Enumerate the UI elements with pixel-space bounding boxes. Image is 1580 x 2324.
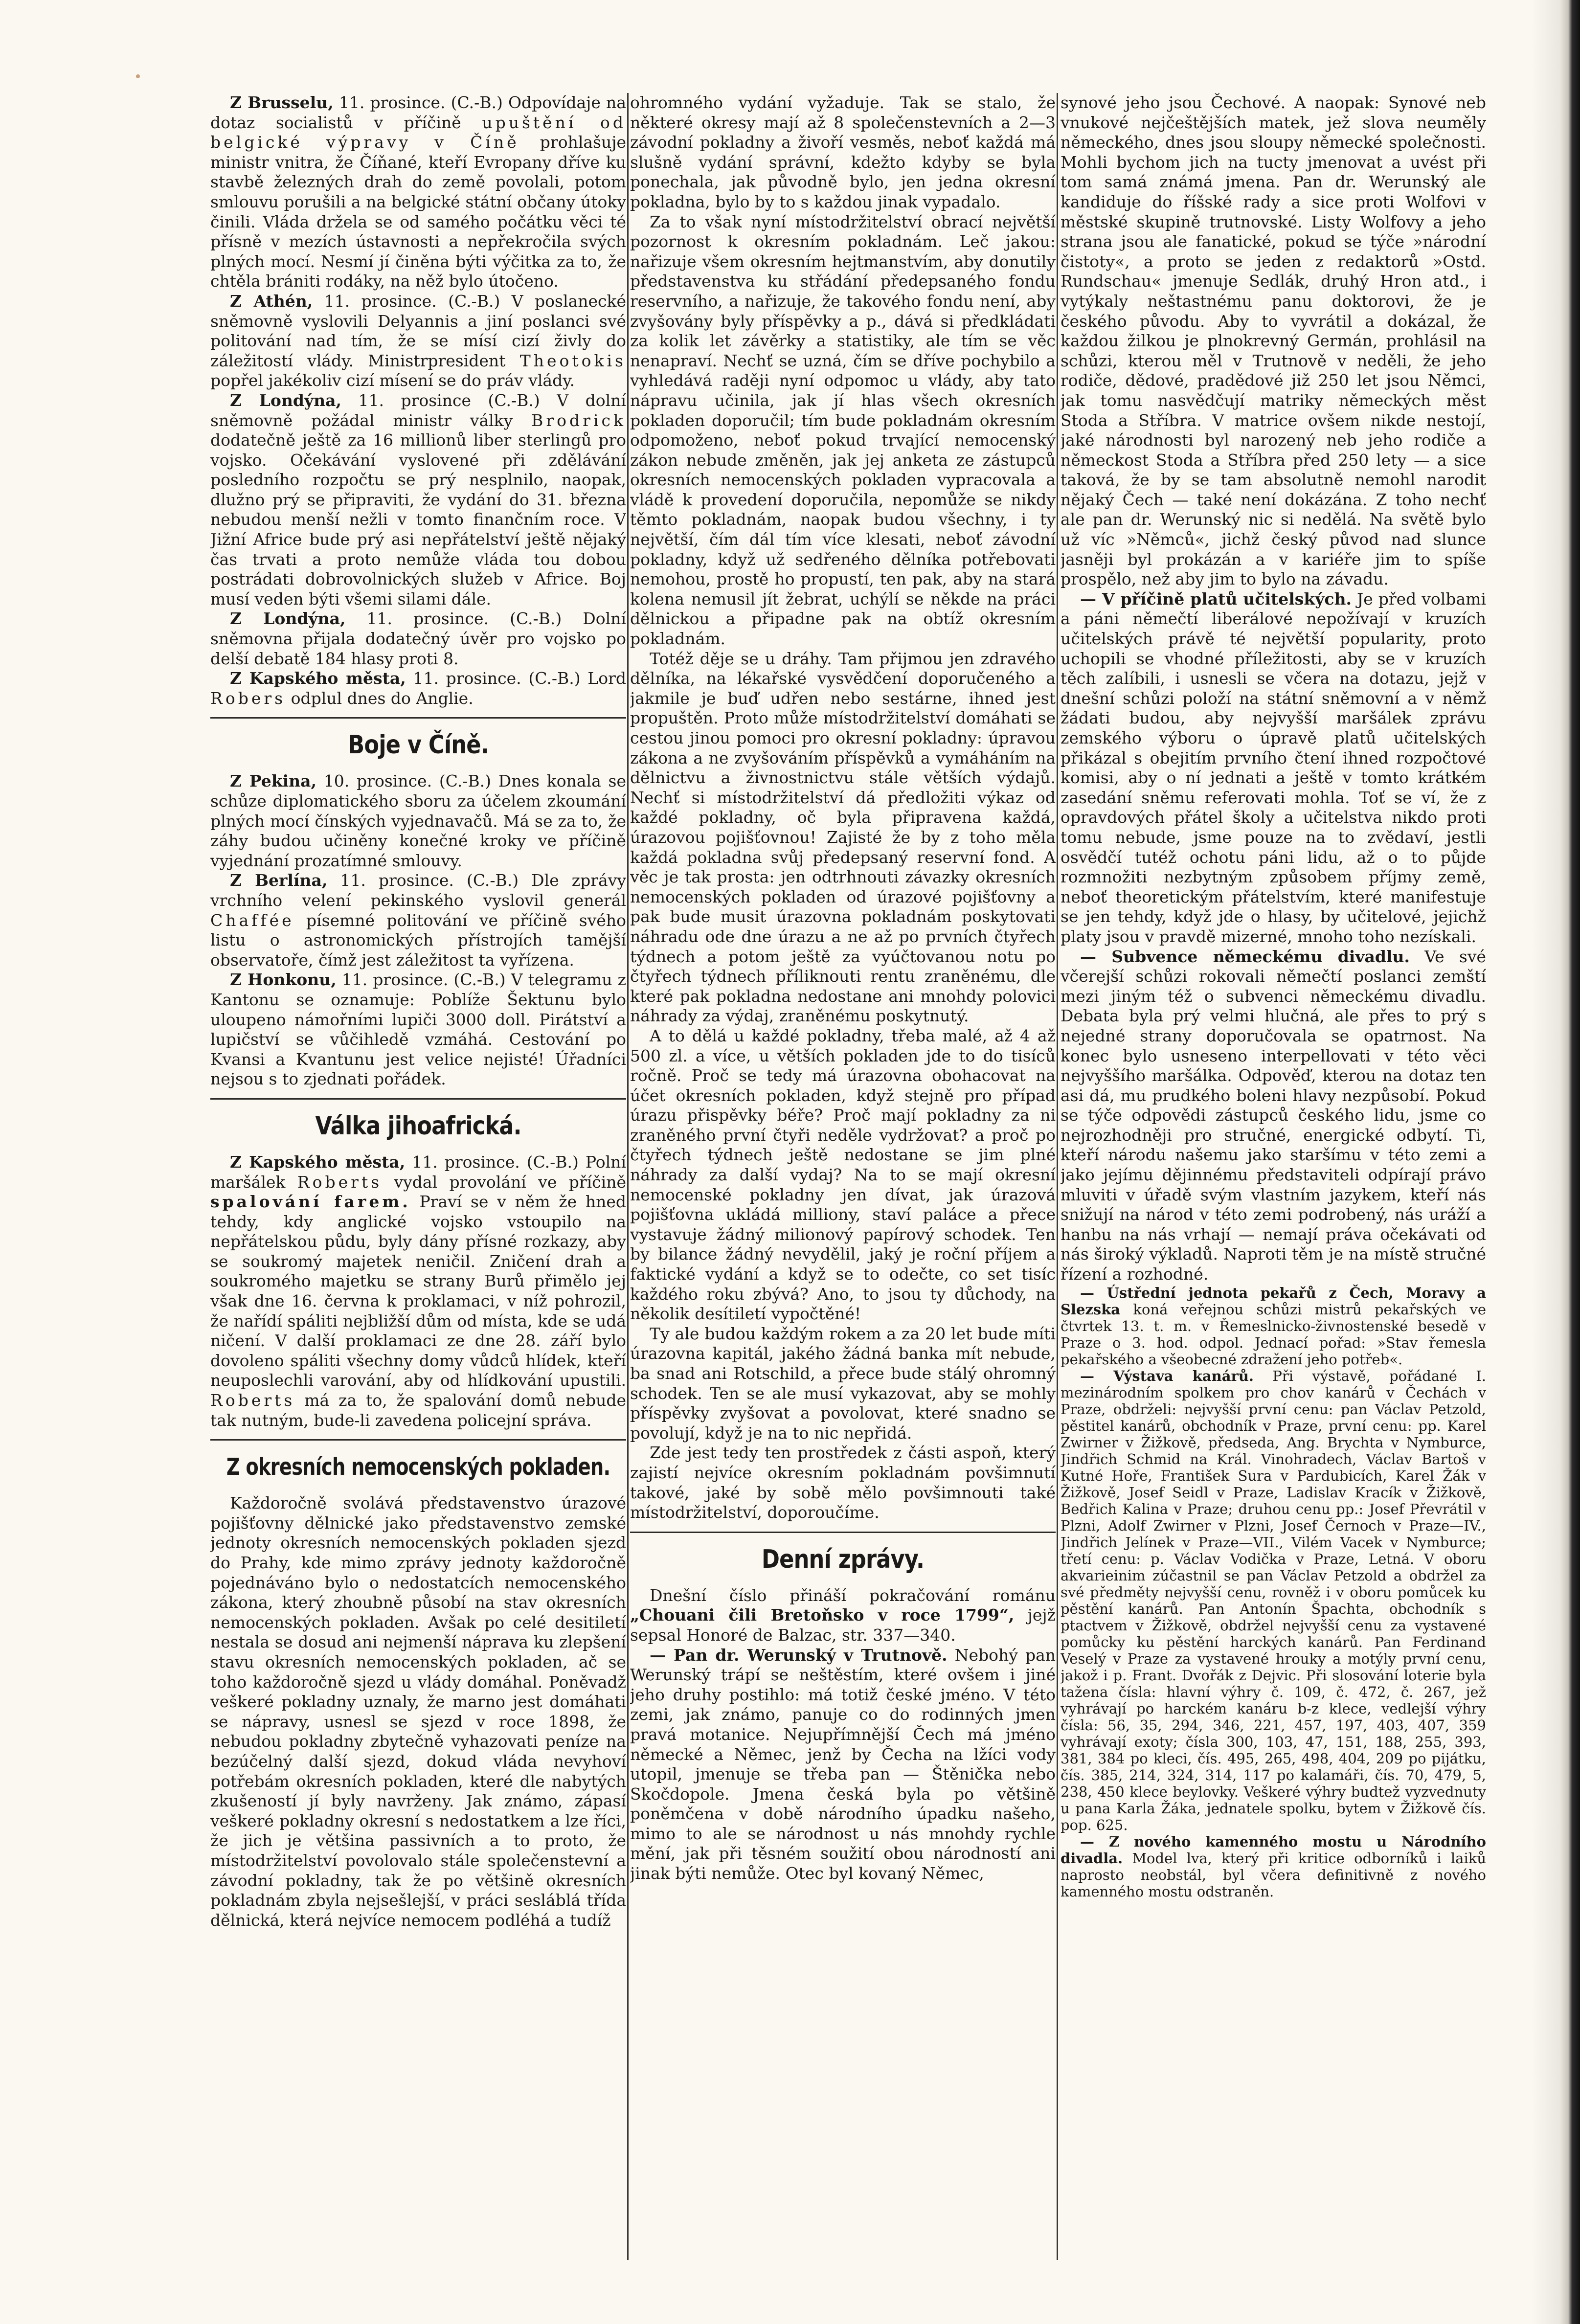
section-divider: [630, 1532, 1056, 1533]
text: 11. prosince. (C.-B.) Dolní sněmovna přijala dodatečný úvěr pro vojsko po delší debatě 184 hlasy proti 8.: [210, 609, 626, 668]
column-rule-1: [627, 93, 629, 2260]
article-paragraph: Za to však nyní místodržitelství obrací největší pozornost k okresním pokladnám. Leč jakou: nařizuje všem okresním hejtmanstvím, aby donutily představenstva ku střádání předepsaného fondu reservního, a nařizuje, že takového fondu není, aby zvyšovány byly příspěvky a p., dává si předkládati za kolik let závěrky a statistiky, ale tím se věc nenapraví. Nechť se uzná, čím se dříve pochybilo a vyhledává raději nyní odpomoc u vlády, aby tato nápravu učinila, jak jí hlas všech okresních pokladen doporučil; tím bude pokladnám okresním odpomoženo, neboť pokud trvající nemocenský zákon nebude změněn, jak jej anketa ze zástupců okresních nemocenských pokladen vypracovala a vládě k provedení doporučila, nepomůže se nikdy těmto pokladnám, naopak budou všechny, i ty největší, čím dál tím více klesati, neboť závodní pokladny, když už sedřeného dělníka potřebovati nemohou, prostě ho propustí, ten pak, aby na stará kolena nemusil jít žebrat, uchýlí se někde na práci dělnickou a připadne pak na obtíž okresním pokladnám.: [630, 212, 1056, 649]
section-divider: [210, 717, 626, 719]
text: 10. prosince. (C.-B.) Dnes konala se schůze diplomatického sboru za účelem zkoumání plných mocí čínských vyjednavačů. Má se za to, že záhy budou učiněny konečné kroky ve příčině vyjednání prozatímné smlouvy.: [210, 771, 626, 870]
news-cape-town-2: [210, 1152, 626, 1430]
spaced-text: Roberts: [297, 1172, 383, 1192]
text: písemné politování ve příčině svého listu o astronomických přístrojích tamější observatoře, čímž jest záležitost ta vyřízena.: [210, 910, 626, 970]
dateline: Z Londýna,: [230, 390, 341, 410]
text: Praví se v něm že hned tehdy, kdy anglické vojsko vstoupilo na nepřátelskou půdu, byly dány přísné rozkazy, aby se soukromý majetek neničil. Zničení drah a soukromého majetku se strany Burů přimělo jej však dne 16. června k proklamaci, v níž pohrozil, že nařídí spáliti nejbližší dům od místa, kde se udá ničení. V další proklamaci ze dne 28. září bylo dovoleno spáliti všechny domy vůdců hlídek, kteří neuposlechli varování, aby od hlídkování upustili.: [210, 1192, 626, 1390]
novel-title: „Chouani čili Bretoňsko v roce 1799“,: [630, 1605, 1015, 1625]
news-headline: — V příčině platů učitelských.: [1080, 589, 1352, 609]
column-1: [210, 93, 626, 2275]
text: odplul dnes do Anglie.: [291, 688, 474, 708]
dateline: Z Kapského města,: [230, 669, 406, 688]
article-sick-funds: Každoročně svolává představenstvo úrazové pojišťovny dělnické jako představenstvo zemské jednoty okresních nemocenských pokladen sjezd do Prahy, kde mimo zprávy jednoty každoročně pojednáváno bylo o nedostatcích nemocenského zákona, který zhoubně působí na stav okresních nemocenských pokladen. Avšak po celé desitiletí nestala se dosud ani nejmenší náprava ku zlepšení stavu okresních nemocenských pokladen, ač se toho každoročně sjezd u vlády domáhal. Poněvadž veškeré pokladny uznaly, že marno jest domáhati se nápravy, usnesl se sjezd v roce 1898, že nebudou pokladny zbytečně vyhazovati peníze na bezúčelný další sjezd, dokud vláda nevyhoví potřebám okresních pokladen, které dle nabytých zkušeností jí byly navrženy. Jak známo, zápasí veškeré pokladny okresní s nedostatkem a lze říci, že jich je většina passivních a to proto, že místodržitelství povolovalo stále společenstevní a závodní pokladny, tak že po většině okresních pokladnám zbyla nejsešlejší, v práci sesláblá třída dělnická, která nejvíce nemocem podléhá a tudíž: [210, 1493, 626, 1930]
text: 11. prosince. (C.-B.) V poslanecké sněmovně vyslovili Delyannis a jiní poslanci své politování nad tím, že se mísí cizí živly do záležitostí vlády. Ministrpresident: [210, 291, 626, 370]
spaced-text: Brodrick: [531, 410, 626, 430]
section-heading-daily-news: Denní zprávy.: [761, 1544, 925, 1574]
column-3: [1061, 93, 1486, 2275]
scan-page-edge: [1560, 0, 1580, 2324]
spaced-text: Robers: [210, 688, 286, 708]
article-paragraph: Totéž děje se u dráhy. Tam přijmou jen zdravého dělníka, na lékařské vysvědčení doporučeného a jakmile je buď udřen nebo sestárne, ihned jest propuštěn. Proto může místodržitelství domáhati se cestou jinou pomoci pro okresní pokladny: úpravou zákona a ne zvyšováním příspěvků a vymáháním na dělnictvu a živnostnictvu stále větších výdajů. Nechť si místodržitelství dá předložiti výkaz od každé pokladny, oč byla připravena každá, úrazovou pojišťovnou! Zajisté že by z toho měla každá pokladna svůj předepsaný reservní fond. A věc je tak prosta: jen odtrhnouti závazky okresních nemocenských pokladen od úrazové pojišťovny a pak bude musit úrazovna pokladnám poskytovati náhradu ode dne úrazu a ne až po prvních čtyřech týdnech a potom ještě za vyúčtovanou notu po čtyřech týdnech příliknouti rentu zraněnému, dle které pak pokladna nedostane ani mnohdy polovici náhrady za výdaj, zraněnému poskytnutý.: [630, 649, 1056, 1026]
news-headline: — Výstava kanárů.: [1080, 1367, 1254, 1384]
article-paragraph: A to dělá u každé pokladny, třeba malé, až 4 až 500 zl. a více, u větších pokladen jde to do tisíců ročně. Proč se tedy má úrazovna obohacovat na účet okresních pokladen, když stejně pro případ úrazu přispěvky béře? Proč mají pokladny za ni zraněného první čtyři neděle vydržovat? a proč po čtyřech týdnech ještě nedostane se jim plné náhrady za další vydaj? Na to se mají okresní nemocenské pokladny jen dívat, jak úrazová pojišťovna ukládá milliony, staví paláce a přece vystavuje žádný milionový papírový schodek. Ten by bilance žádný nevydělil, jaký je roční příjem a faktické vydání a když se to odečte, co set tisíc každého roku zbývá? Ano, to jsou ty důchody, na několik desítiletí vypočtěné!: [630, 1026, 1056, 1324]
news-werunsky: [630, 1646, 1056, 1884]
column-2: [630, 93, 1056, 2275]
text: 11. prosince. (C.-B.) Odpovídaje na dotaz socialistů v příčině: [210, 93, 626, 132]
news-teacher-pay: [1061, 589, 1486, 947]
news-london-2: [210, 609, 626, 669]
news-hongkong: [210, 970, 626, 1089]
article-paragraph: Ty ale budou každým rokem a za 20 let bude míti úrazovna kapitál, jakého žádná banka mít nebude, ba snad ani Rotschild, a přece bude stálý ohromný schodek. Ten se ale musí vykazovat, aby se mohly příspěvky zvyšovat a povolovat, které snadno se povolují, když je na to nic nepřidá.: [630, 1324, 1056, 1443]
news-headline: — Z nového kamenného mostu u Národního divadla.: [1061, 1833, 1486, 1867]
news-brussels: [210, 93, 626, 292]
news-london-1: [210, 391, 626, 609]
text: dodatečně ještě za 16 millionů liber sterlingů pro vojsko. Očekávání vyslovené při zdělávání posledního rozpočtu se prý nesplnilo, naopak, dlužno prý se připraviti, že vydání do 31. března nebudou menší nežli v tomto finančním roce. V Jižní Africe bude prý asi nepřátelství ještě nějaký čas trvati a proto nemůže vláda tou dobou postrádati dobrovolnických služeb v Africe. Boj musí veden býti všemi silami dále.: [210, 430, 626, 609]
news-headline: — Pan dr. Werunský v Trutnově.: [650, 1645, 948, 1665]
section-heading-boer-war: Válka jihoafrická.: [315, 1111, 521, 1141]
dateline: Z Athén,: [230, 291, 313, 311]
news-bakers-union: [1061, 1285, 1486, 1368]
spaced-text: upuštění od belgické výpravy v Číně: [210, 113, 626, 152]
news-cape-town-1: [210, 669, 626, 708]
dateline: Z Kapského města,: [230, 1152, 406, 1172]
text: 11. prosince (C.-B.) V dolní sněmovně požádal ministr války: [210, 390, 626, 430]
dateline: Z Londýna,: [230, 609, 346, 629]
text: Nebohý pan Werunský trápí se neštěstím, které ovšem i jiné jeho druhy postihlo: má totiž české jméno. V této zemi, jak známo, panuje co do rodinných jmen pravá motanice. Nejupřímnější Čech má jméno německé a Němec, jenž by Čecha na lžíci vody utopil, jmenuje se třeba pan — Štěnička nebo Skočdopole. Jmena česká byla po většině poněmčena v době národního úpadku našeho, mimo to ale se národnost u nás mnohdy rychle mění, jak při těsném soužití obou národností ani jinak býti nemůže. Otec byl kovaný Němec,: [630, 1645, 1056, 1883]
text: Je před volbami a páni němečtí liberálové nepožívají v kruzích učitelských právě té největší popularity, proto uchopili se vhodné příležitosti, aby se v kruzích těch zalíbili, i usnesli se včera na dotazu, jejž v dnešní schůzi položí na státní sněmovní a v němž žádati budou, aby nejvyšší maršálek zprávu zemského výboru o úpravě platů učitelských přikázal s obejitím prvního čtení ihned rozpočtové komisi, aby o ní jednati a ještě v tomto krátkém zasedání sněmu referovati mohla. Toť se ví, že z opravdových přátel školy a učitelstva nikdo proti tomu nebude, jsme pouze na to zvědaví, jestli osvědčí tutéž ochotu páni lidu, až o to půjde rozmnožiti nezbytným způsobem příjmy země, neboť theoretickým přátelstvím, které manifestuje se jen tehdy, když jde o hlasy, by učitelové, jejichž platy jsou v pravdě mizerné, mnoho toho nezískali.: [1061, 589, 1486, 946]
article-paragraph: Zde jest tedy ten prostředek z části aspoň, který zajistí nejvíce okresním pokladnám povšimnutí takové, jaké by sobě mělo povšimnouti také místodržitelství, doporoučíme.: [630, 1443, 1056, 1522]
article-sick-funds-cont: ohromného vydání vyžaduje. Tak se stalo, že některé okresy mají až 8 společenstevních a 2—3 závodní pokladny a živoří vesměs, neboť každá má slušně vydání správní, kdežto kdyby se byla ponechala, jak původně bylo, jen jedna okresní pokladna, bylo by to s každou jinak vypadalo.: [630, 93, 1056, 211]
spaced-text: spalování farem.: [210, 1192, 411, 1212]
column-rule-2: [1057, 93, 1058, 2260]
news-theatre-subsidy: [1061, 947, 1486, 1285]
text: Při výstavě, pořádané I. mezinárodním spolkem pro chov kanárů v Čechách v Praze, obdrželi: nejvyšší první cenu: pan Václav Petzold, pěstitel kanárů, obchodník v Praze, první cenu: pp. Karel Zwirner v Žižkově, předseda, Ang. Brychta v Nymburce, Jindřich Schmid na Král. Vinohradech, Václav Bartoš v Kutné Hoře, František Sura v Pardubicích, Karel Žák v Žižkově, Josef Seidl v Praze, Ladislav Kracík v Žižkově, Bedřich Kalina v Praze; druhou cenu pp.: Josef Převrátil v Plzni, Adolf Zwirner v Plzni, Josef Černoch v Praze—IV., Jindřich Jelínek v Praze—VII., Vilém Vacek v Nymburce; třetí cenu: p. Václav Vodička v Praze, Letná. V oboru akvarieinim zúčastnil se pan Václav Petzold a obdržel za své předměty nejvyšší cenu, rovněž i v oboru pomůcek ku pěstění kanárů. Pan Antonín Špachta, obchodník s ptactvem v Žižkově, obdržel nejvyšší cenu za vystavené pomůcky ku pěstění harckých kanárů. Pan Ferdinand Veselý v Praze za vystavené hrouky a motýly první cenu, jakož i p. Frant. Dvořák z Dejvic. Při slosování loterie byla tažena čísla: hlavní výhry č. 109, č. 472, č. 267, jež vyhrávají po harckém kanáru b-z klece, vedlejší výhry čísla: 56, 35, 294, 346, 221, 457, 197, 403, 407, 359 vyhrávají exoty; čísla 300, 103, 47, 151, 188, 255, 393, 381, 384 po kleci, čís. 495, 265, 498, 404, 209 po pijátku, čís. 385, 214, 324, 314, 117 po kalamáři, čís. 70, 479, 5, 238, 450 klece beylovky. Veškeré výhry budtež vyzvednuty u pana Karla Žáka, jednatele spolku, bytem v Žižkově čís. pop. 625.: [1061, 1367, 1486, 1833]
news-new-bridge: [1061, 1833, 1486, 1900]
section-divider: [210, 1098, 626, 1100]
small-print-block: [1061, 1285, 1486, 1900]
text: vydal provolání ve příčině: [394, 1172, 626, 1192]
text: Model lva, který při kritice odborníků i laiků naprosto neobstál, byl včera definitivně z nového kamenného mostu odstraněn.: [1061, 1850, 1486, 1900]
section-heading-china: Boje v Číně.: [348, 730, 489, 760]
section-heading-sick-funds: Z okresních nemocenských pokladen.: [226, 1453, 610, 1481]
dateline: Z Brusselu,: [230, 93, 334, 112]
text: popřel jakékoliv cizí mísení se do práv vlády.: [210, 371, 575, 390]
text: 11. prosince. (C.-B.) V telegramu z Kantonu se oznamuje: Poblíže Šektunu bylo uloupeno námořními lupiči 3000 doll. Pirátství a lupičství se vůčihledě vzmáhá. Cestování po Kvansi a Kvantunu jest velice nejisté! Úřadníci nejsou s to zjednati pořádek.: [210, 970, 626, 1089]
text: 11. prosince. (C.-B.) Polní maršálek: [210, 1152, 626, 1192]
news-canary-show: [1061, 1368, 1486, 1833]
news-headline: — Ústřední jednota pekařů z Čech, Moravy a Slezska: [1061, 1284, 1486, 1318]
dateline: Z Pekina,: [230, 771, 317, 791]
text: prohlašuje ministr vnitra, že Číňané, kteří Evropany dříve ku stavbě železných drah do země povolali, potom smlouvu porušili a na belgické státní občany útoky činili. Vláda držela se od samého počátku věci té přísně v mezích ústavnosti a nepřekročila svých plných mocí. Nesmí jí činěna býti výčitka za to, že chtěla brániti rodáky, na něž bylo útočeno.: [210, 133, 626, 291]
scan-shadow: [1531, 0, 1560, 2324]
news-athens: [210, 292, 626, 391]
news-novel-notice: [630, 1586, 1056, 1646]
text: Dnešní číslo přináší pokračování románu: [650, 1585, 1056, 1605]
spaced-text: Roberts: [210, 1391, 295, 1410]
dateline: Z Honkonu,: [230, 970, 337, 990]
section-divider: [210, 1439, 626, 1441]
news-peking: [210, 771, 626, 871]
news-headline: — Subvence německému divadlu.: [1080, 947, 1410, 966]
text: 11. prosince. (C.-B.) Dle zprávy vrchního velení pekinského vyslovil generál: [210, 871, 626, 910]
spaced-text: Chaffée: [210, 910, 294, 930]
text: 11. prosince. (C.-B.) Lord: [413, 669, 626, 688]
text: Ve své včerejší schůzi rokovali němečtí poslanci zemští mezi jiným též o subvenci německému divadlu. Debata byla prý velmi hlučná, ale přes to prý s nejedné strany doporučovala se opatrnost. Na konec bylo usneseno interpellovati v této věci nejvyššího maršálka. Odpověď, kterou na dotaz ten asi dá, mu prudkého boleni hlavy nezpůsobí. Pokud se týče odpovědi zástupců českého lidu, jsme co nejrozhodněji pro stručné, energické odbytí. Ti, kteří národu našemu jako staršímu v této zemi a jako jejímu dějinnému představiteli odpírají právo mluviti v úřadě svým vlastním jazykem, kteří nás snižují na národ v této zemi podrobený, nás uráží a hanbu na nás vrhají — nemají práva očekávati od nás široký výkladů. Naproti těm je na místě stručné řízení a rozhodné.: [1061, 947, 1486, 1284]
text: koná veřejnou schůzi mistrů pekařských ve čtvrtek 13. t. m. v Řemeslnicko-živnostenské besedě v Praze o 3. hod. odpol. Jednací pořad: »Stav řemesla pekařského a všeobecné zdražení jeho potřeb«.: [1061, 1301, 1486, 1368]
text: má za to, že spalování domů nebude tak nutným, bude-li zavedena policejní správa.: [210, 1391, 626, 1430]
dateline: Z Berlína,: [230, 871, 328, 890]
text: jejž sepsal Honoré de Balzac, str. 337—340.: [630, 1605, 1056, 1645]
spaced-text: Theotokis: [519, 351, 626, 370]
paper-speck: [136, 74, 140, 78]
news-berlin: [210, 871, 626, 970]
news-werunsky-cont: synové jeho jsou Čechové. A naopak: Synové neb vnukové nejčeštějších matek, jež slova neuměly německého, dnes jsou sloupy německé společnosti. Mohli bychom jich na tucty jmenovat a uvést při tom samá známá jmena. Pan dr. Werunský ale kandiduje do říšské rady a sice proti Wolfovi v městské skupině trutnovské. Listy Wolfovy a jeho strana jsou ale fanatické, pokud se týče »národní čistoty«, a proto se jeden z redaktorů »Ostd. Rundschau« jmenuje Sedlák, druhý Hron atd., i vytýkaly neštastnému panu doktorovi, že je českého původu. Aby to vyvrátil a dokázal, že každou žilkou je plnokrevný Germán, prohlásil na schůzi, kterou měl v Trutnově v neděli, že jeho rodiče, dědové, pradědové již 250 let jsou Němci, jak tomu nasvědčují matriky německých měst Stoda a Stříbra. V matrice ovšem nikde nestojí, jaké národnosti byl narozený neb jeho rodiče a německost Stoda a Stříbra před 250 lety — a sice taková, že by se tam absolutně nemohl narodit nějaký Čech — také není dokázána. Z toho nechť ale pan dr. Werunský nic si nedělá. Na světě bylo už víc »Němců«, jichž český původ nad slunce jasněji byl prokázán a v kariéře jim to spíše prospělo, než aby jim to bylo na závadu.: [1061, 93, 1486, 589]
